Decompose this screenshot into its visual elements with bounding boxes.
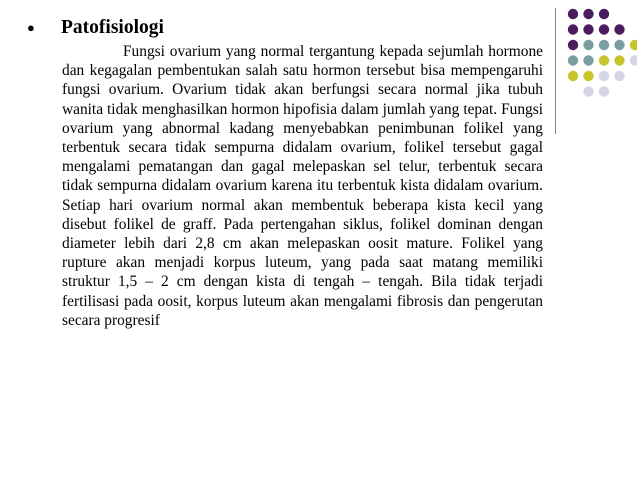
decorative-dot [599, 86, 609, 96]
decorative-dot [614, 55, 624, 65]
decorative-dot-pattern [567, 8, 637, 104]
decorative-dot [583, 40, 593, 50]
decorative-divider-line [555, 8, 556, 134]
decorative-dot [583, 71, 593, 81]
decorative-dot [614, 24, 624, 34]
decorative-dot [568, 24, 578, 34]
decorative-dot [630, 55, 637, 65]
decorative-dot [583, 55, 593, 65]
decorative-dot [614, 40, 624, 50]
decorative-dot [599, 24, 609, 34]
decorative-dot [599, 55, 609, 65]
decorative-dot [599, 9, 609, 19]
decorative-dot [583, 9, 593, 19]
decorative-dot [630, 40, 637, 50]
bullet-icon: ● [27, 20, 35, 35]
decorative-dot [614, 71, 624, 81]
decorative-dot [568, 55, 578, 65]
decorative-dot [599, 40, 609, 50]
heading-row [27, 16, 164, 40]
decorative-dot [599, 71, 609, 81]
decorative-dot [583, 86, 593, 96]
decorative-dot [568, 40, 578, 50]
decorative-dot [583, 24, 593, 34]
decorative-dot [568, 9, 578, 19]
decorative-dot [568, 71, 578, 81]
section-heading: Patofisiologi [61, 17, 164, 38]
body-paragraph: Fungsi ovarium yang normal tergantung kepada sejumlah hormone dan kegagalan pembentukan salah satu hormon tersebut bisa mempengaruhi fungsi ovarium. Ovarium tidak akan berfungsi secara normal jika tubuh wanita tidak menghasilkan hormon hipofisia dalam jumlah yang tepat. Fungsi ovarium yang abnormal kadang menyebabkan penimbunan folikel yang terbentuk secara tidak sempurna didalam ovarium, folikel tersebut gagal mengalami pematangan dan gagal melepaskan sel telur, terbentuk secara tidak sempurna didalam ovarium karena itu terbentuk kista didalam ovarium. Setiap hari ovarium normal akan membentuk beberapa kista kecil yang disebut folikel de graff. Pada pertengahan siklus, folikel dominan dengan diameter lebih dari 2,8 cm akan melepaskan oosit mature. Folikel yang rupture akan menjadi korpus luteum, yang pada saat matang memiliki struktur 1,5 – 2 cm dengan kista di tengah – tengah. Bila tidak terjadi fertilisasi pada oosit, korpus luteum akan mengalami fibrosis dan pengerutan secara progresif [62, 43, 543, 329]
